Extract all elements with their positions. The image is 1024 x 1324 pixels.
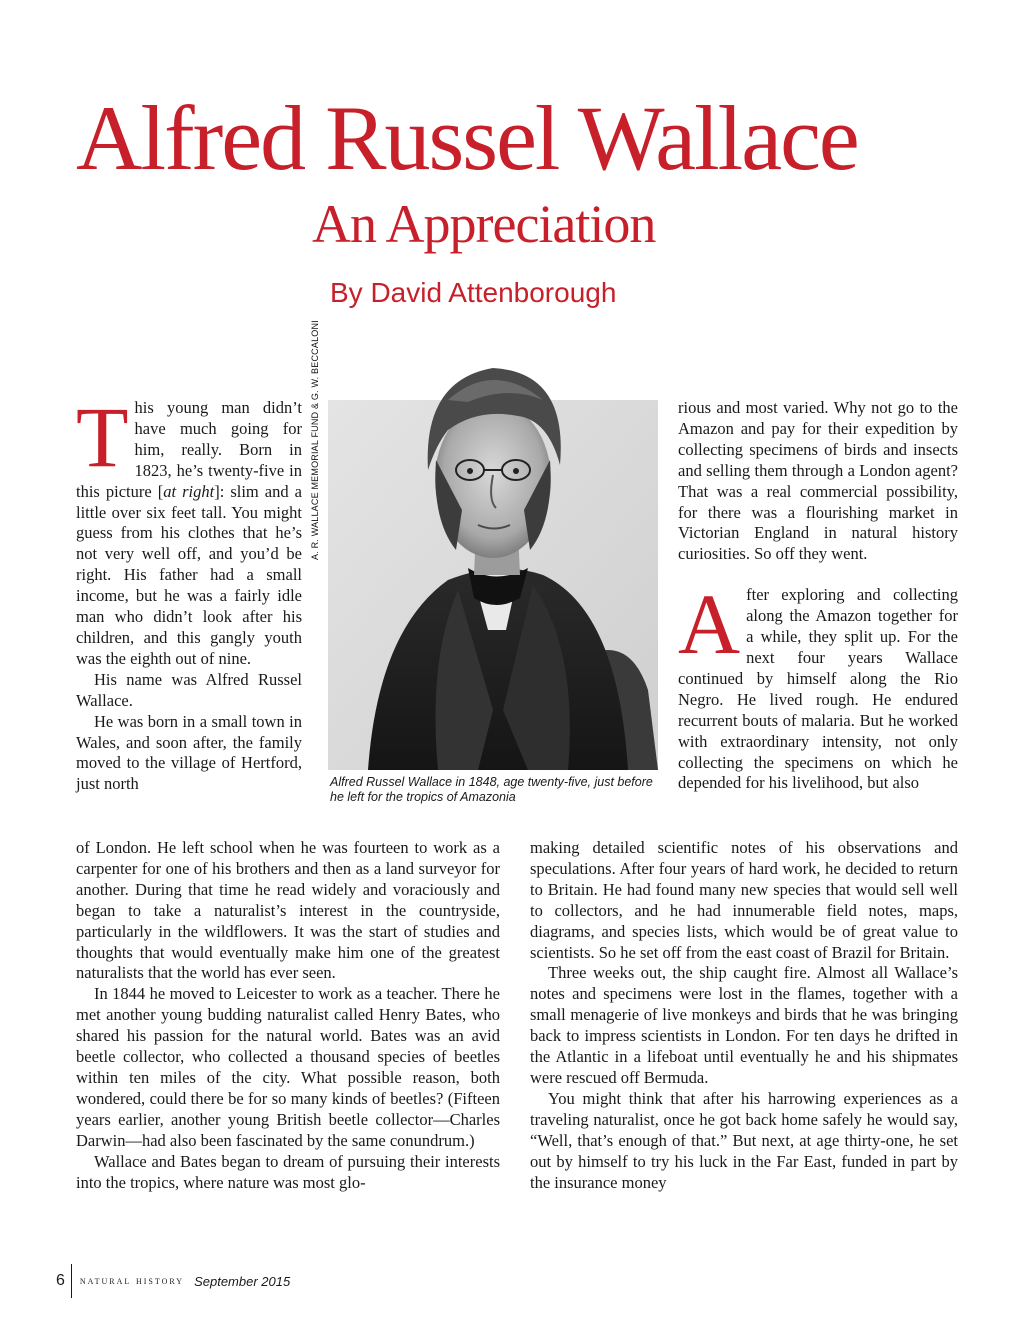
paragraph-6-continued: making detailed scientific notes of his observations and speculations. After four years of hard work, he decided to return to Britain. He had found many new species that would sell well to collectors, and he had innumerable field notes, maps, diagrams, and species lists, which would be of great value to scientists. So he set off from the east coast of Brazil for Britain. (530, 838, 958, 962)
paragraph-8: You might think that after his harrowing experiences as a traveling naturalist, once he got back home safely he would say, “Well, that’s enough of that.” But next, at age thirty-one, he set out by himself to try his luck in the Far East, funded in part by the insurance money (530, 1088, 958, 1192)
paragraph-5: Wallace and Bates began to dream of pursuing their interests into the tropics, where nature was most glo- (76, 1151, 500, 1192)
paragraph-1-italic: at right (163, 481, 215, 501)
photo-caption: Alfred Russel Wallace in 1848, age twenty-five, just before he left for the tropics of Amazonia (330, 775, 653, 804)
footer-divider (71, 1264, 72, 1298)
paragraph-1-end: ]: slim and a little over six feet tall. You might guess from his clothes that he’s not very well off, and you’d be right. His father had a small income, but he was a fairly idle man who didn’t look after his children, and this gangly youth was the eighth out of nine. (76, 481, 302, 668)
paragraph-2: His name was Alfred Russel Wallace. (76, 669, 302, 710)
page-footer (56, 1266, 290, 1296)
paragraph-3-continued: of London. He left school when he was fourteen to work as a carpenter for one of his brothers and then as a land surveyor for another. During that time he read widely and voraciously and began to take a naturalist’s interest in the countryside, particularly in the wildflowers. It was the start of studies and thoughts that would eventually make him one of the greatest naturalists that the world has ever seen. (76, 838, 500, 983)
drop-cap-a: A (678, 576, 741, 673)
paragraph-1-text: Born in 1823, he’s twenty-five in this picture [ (76, 439, 302, 501)
magazine-name: natural history (79, 1275, 185, 1287)
drop-cap-t: T (76, 389, 129, 485)
paragraph-6-text: fter exploring and collecting along the Amazon together for a while, they split up. For the next four years Wallace continued by himself along the Rio Negro. He lived rough. He endured recurrent bouts of malaria. But he worked with extraordinary intensity, not only collecting the specimens on which he depended for his livelihood, but also (678, 585, 958, 793)
paragraph-7: Three weeks out, the ship caught fire. Almost all Wallace’s notes and specimens were lost in the flames, together with a small menagerie of live monkeys and birds that he was bringing back to impress scientists in London. For ten days he drifted in the Atlantic in a lifeboat until eventually he and his shipmates were rescued off Bermuda. (530, 963, 958, 1087)
paragraph-5-continued: rious and most varied. Why not go to the Amazon and pay for their expedition by collecting specimens of birds and insects and selling them through a London agent? That was a real commercial possibility, for there was a flourishing market in Victorian England in natural history curiosities. So off they went. (678, 398, 958, 564)
issue-date: September 2015 (194, 1273, 291, 1289)
paragraph-3: He was born in a small town in Wales, and soon after, the family moved to the village of Hertford, just north (76, 711, 302, 794)
paragraph-1-opening: his young man didn’t have much going for him, really. (134, 398, 302, 459)
right-column-lower (530, 838, 958, 1193)
paragraph-6 (678, 576, 958, 794)
left-column-lower (76, 838, 500, 1193)
paragraph-1 (76, 389, 302, 670)
byline: By David Attenborough (330, 277, 617, 308)
right-column-top (678, 398, 958, 794)
article-subtitle: An Appreciation (312, 194, 656, 254)
portrait-image (328, 330, 658, 770)
article-title: Alfred Russel Wallace (76, 87, 858, 189)
photo-credit: A. R. WALLACE MEMORIAL FUND & G. W. BECCALONI (310, 320, 320, 560)
left-column-top (76, 389, 302, 795)
page-number: 6 (56, 1272, 65, 1289)
portrait-photo (328, 330, 658, 770)
paragraph-4: In 1844 he moved to Leicester to work as a teacher. There he met another young budding naturalist called Henry Bates, who shared his passion for the natural world. Bates was an avid beetle collector, who collected a thousand species of beetles within ten miles of the city. What possible reason, both wondered, could there be for so many kinds of beetles? (Fifteen years earlier, another young British beetle collector—Charles Darwin—had also been fascinated by the same conundrum.) (76, 984, 500, 1150)
